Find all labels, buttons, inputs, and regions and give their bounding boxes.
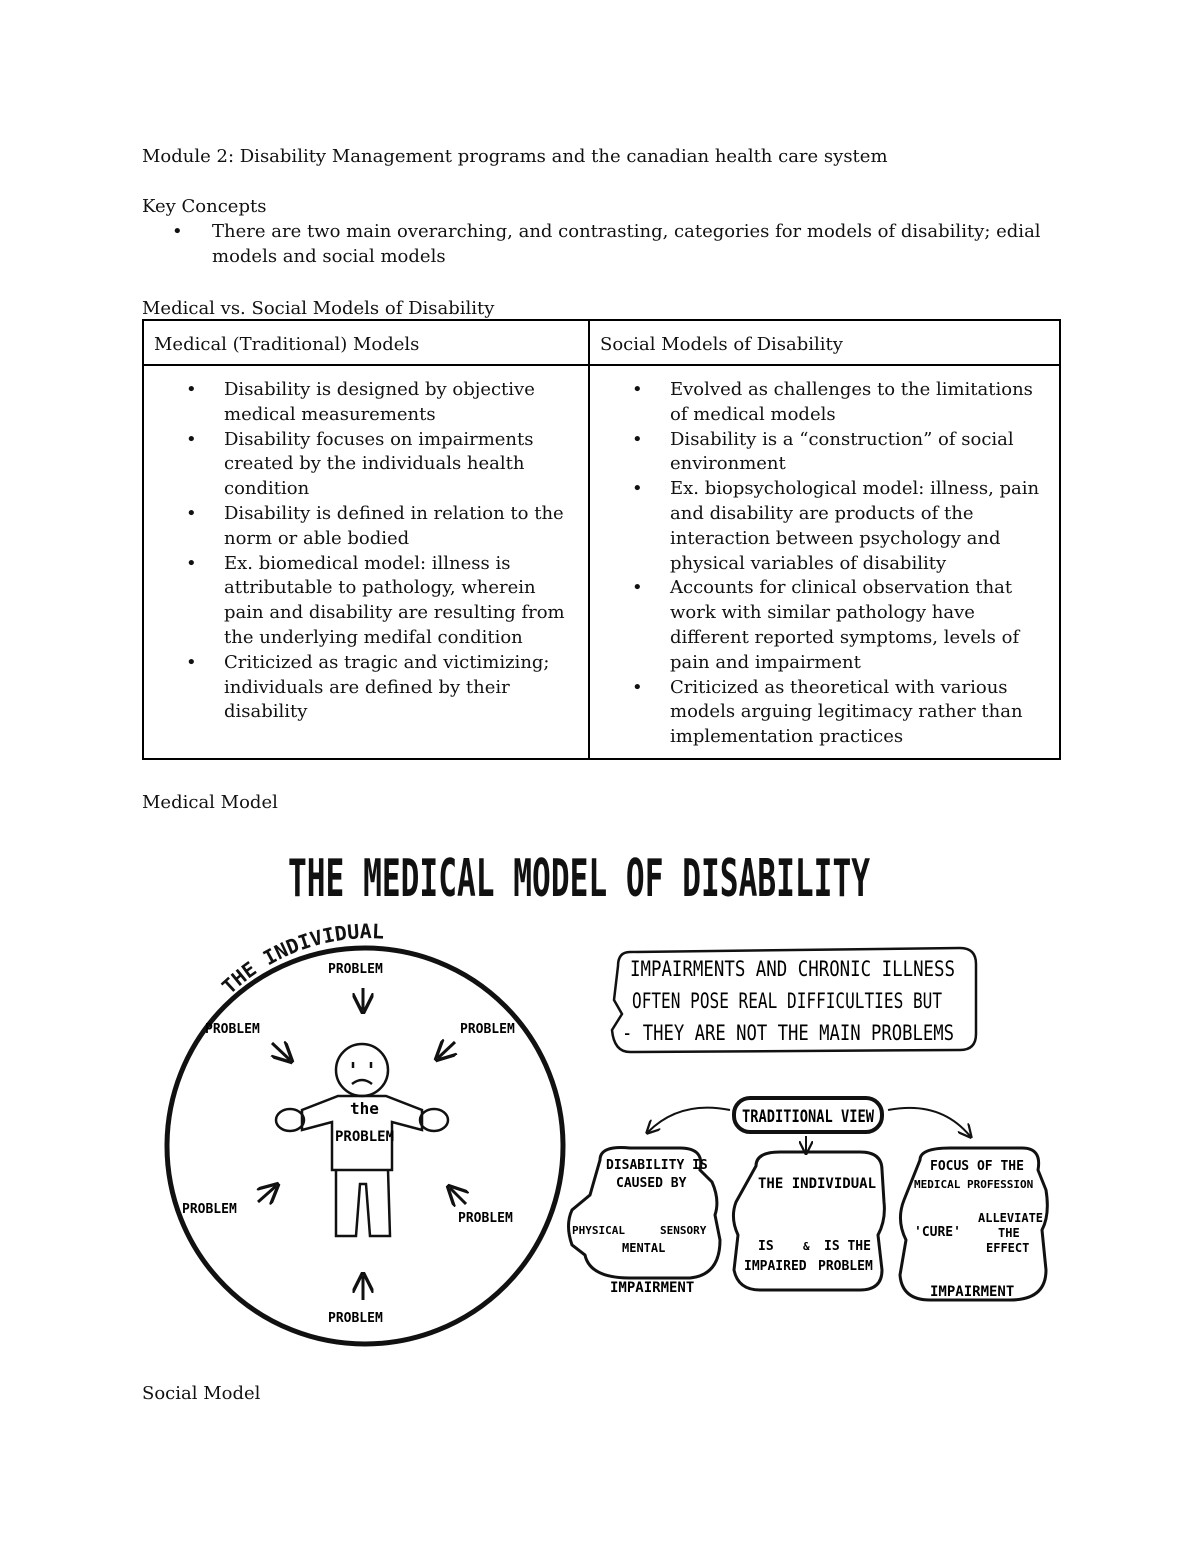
shirt-text-the: the [350,1099,379,1118]
problem-label-lower-right: PROBLEM [458,1211,513,1226]
problem-label-upper-right: PROBLEM [460,1022,515,1037]
shirt-text-problem: PROBLEM [335,1129,395,1145]
cloud1-mental: MENTAL [622,1241,666,1255]
list-item: • Criticized as theoretical with various models arguing legitimacy rather than implementation practices [590,676,1049,750]
problem-label-top: PROBLEM [328,962,383,977]
callout-line-3: - THEY ARE NOT THE MAIN PROBLEMS [622,1021,954,1045]
models-comparison-table [142,319,1061,760]
social-models-header: Social Models of Disability [589,320,1060,365]
arrow-icon [648,1108,730,1132]
key-concepts-heading: Key Concepts [142,196,267,217]
cloud1-impairment: IMPAIRMENT [610,1280,695,1296]
callout-line-1: IMPAIRMENTS AND CHRONIC ILLNESS [630,957,955,981]
social-models-cell [589,365,1060,759]
problem-label-bottom: PROBLEM [328,1311,383,1326]
medical-model-illustration [160,830,1050,1360]
cloud2-right-line2: PROBLEM [818,1259,873,1274]
cloud3-alleviate-3: EFFECT [986,1241,1030,1255]
social-items-list [590,366,1059,758]
circle-label: THE INDIVIDUAL [217,919,385,999]
medical-items-list [144,366,588,733]
cloud2-left-line2: IMPAIRED [744,1259,807,1274]
list-item: • Ex. biopsychological model: illness, pain and disability are products of the interaction between psychology and physical variables of disability [590,477,1049,576]
medical-models-header: Medical (Traditional) Models [143,320,589,365]
cloud3-impairment: IMPAIRMENT [930,1284,1015,1300]
traditional-view-label: TRADITIONAL VIEW [742,1107,875,1127]
cloud2-right-line1: IS THE [824,1239,871,1254]
problem-label-upper-left: PROBLEM [205,1022,260,1037]
list-item: • Evolved as challenges to the limitations of medical models [590,378,1049,428]
callout-line-2: OFTEN POSE REAL DIFFICULTIES BUT [632,989,943,1013]
arrow-icon [272,1043,290,1060]
list-item: • Disability focuses on impairments created by the individuals health condition [144,428,578,502]
list-item: • Disability is a “construction” of social environment [590,428,1049,478]
list-item: • Ex. biomedical model: illness is attributable to pathology, wherein pain and disability are resulting from the underlying medifal condition [144,552,578,651]
table-body-row [143,365,1060,759]
cloud1-line1: DISABILITY IS [606,1158,708,1173]
arrow-icon [888,1108,970,1136]
problem-label-lower-left: PROBLEM [182,1202,237,1217]
bullet-icon: • [172,221,183,242]
cloud2-title: THE INDIVIDUAL [758,1176,877,1192]
medical-models-cell [143,365,589,759]
table-caption: Medical vs. Social Models of Disability [142,298,495,319]
arrow-icon [258,1186,276,1202]
list-item: • Criticized as tragic and victimizing; individuals are defined by their disability [144,651,578,725]
cloud1-sensory: SENSORY [660,1224,707,1237]
cloud3-line1: FOCUS OF THE [930,1159,1024,1174]
medical-model-label: Medical Model [142,792,278,813]
list-item: • Accounts for clinical observation that work with similar pathology have different reported symptoms, levels of pain and impairment [590,576,1049,675]
cloud3-alleviate-2: THE [998,1226,1020,1240]
social-model-label: Social Model [142,1383,261,1404]
cloud3-alleviate-1: ALLEVIATE [978,1211,1044,1225]
cloud2-ampersand: & [803,1240,810,1253]
list-item: • Disability is defined in relation to the norm or able bodied [144,502,578,552]
module-title: Module 2: Disability Management programs and the canadian health care system [142,146,888,167]
individual-circle [167,948,563,1344]
key-concept-item: There are two main overarching, and contrasting, categories for models of disability; edial models and social models [212,221,1041,267]
arrow-icon [438,1042,455,1058]
arrow-icon [450,1188,466,1204]
list-item: • Disability is designed by objective medical measurements [144,378,578,428]
cloud1-line2: CAUSED BY [616,1176,687,1191]
figure-title: THE MEDICAL MODEL OF DISABILITY [288,849,871,909]
cloud3-cure: 'CURE' [914,1225,961,1240]
cloud2-left-line1: IS [758,1239,774,1254]
cloud3-line2: MEDICAL PROFESSION [914,1178,1034,1191]
cloud1-physical: PHYSICAL [572,1224,625,1237]
table-header-row [143,320,1060,365]
